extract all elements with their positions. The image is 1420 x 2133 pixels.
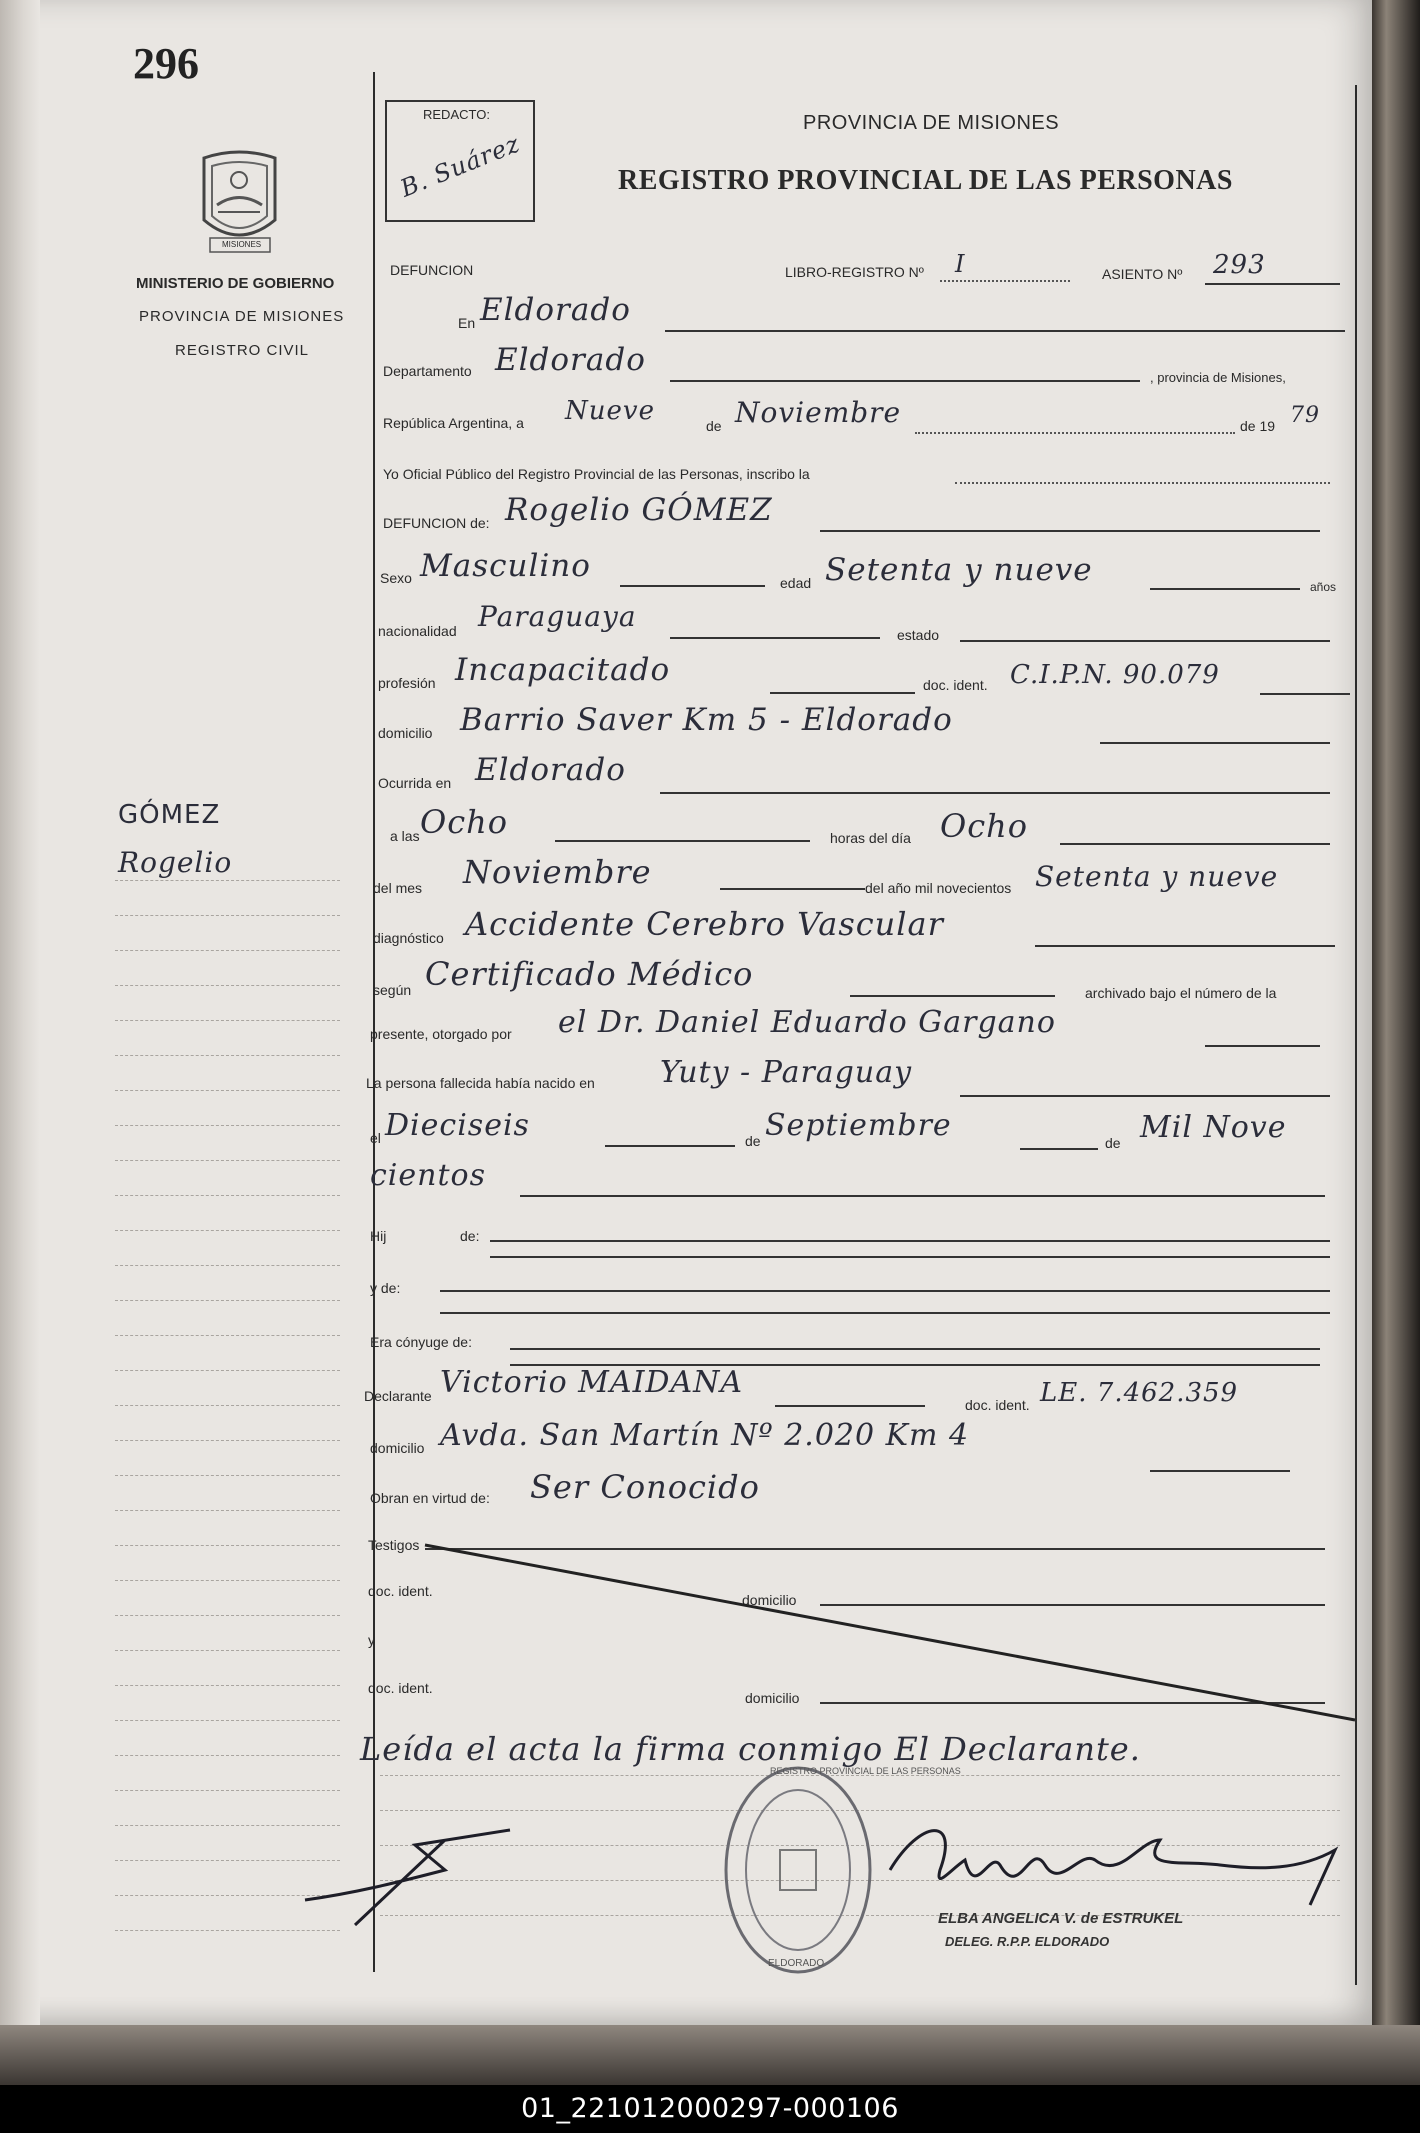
conyuge-line [510,1348,1320,1350]
mes-line [720,888,865,890]
decl-doc-value: LE. 7.462.359 [1040,1378,1239,1408]
hora-line [555,840,810,842]
dia-value: Ocho [940,807,1029,845]
segun-label: según [373,982,412,998]
page-number: 296 [133,39,199,88]
segun-line [850,995,1055,997]
hij-line-2 [490,1256,1330,1258]
diagnostico-value: Accidente Cerebro Vascular [465,905,944,943]
margin-note-name: Rogelio [118,846,233,879]
image-caption: 01_221012000297-000106 [0,2085,1420,2133]
horas-dia-label: horas del día [830,830,911,846]
year-value: 79 [1290,403,1320,428]
profesion-value: Incapacitado [455,652,671,688]
nacido-line [960,1095,1330,1097]
stamp-bottom-text: ELDORADO [768,1958,825,1969]
doc-ident-value: C.I.P.N. 90.079 [1010,660,1220,690]
defuncion-de-label: DEFUNCION de: [383,515,490,531]
redacto-box [385,100,535,222]
obran-value: Ser Conocido [530,1468,760,1506]
testigo-doc-label-1: doc. ident. [368,1583,433,1599]
nacionalidad-value: Paraguaya [478,600,637,633]
testigos-strike-through [420,1540,1360,1730]
de19-label: de 19 [1240,418,1276,434]
en-line [665,330,1345,332]
libro-value: I [955,250,966,278]
sexo-label: Sexo [380,570,412,586]
birth-month-line [1020,1148,1098,1150]
libro-label: LIBRO-REGISTRO Nº [785,264,924,280]
margin-note-surname: GÓMEZ [118,800,221,830]
nacido-value: Yuty - Paraguay [660,1055,913,1090]
departamento-value: Eldorado [495,342,646,378]
declarante-value: Victorio MAIDANA [440,1365,744,1400]
nacionalidad-label: nacionalidad [378,623,457,639]
testigo-doc-label-2: doc. ident. [368,1680,433,1696]
y-de-label: y de: [370,1280,401,1296]
provincia-suffix: , provincia de Misiones, [1150,370,1286,385]
decl-domicilio-line [1150,1470,1290,1472]
testigo-domicilio-label-2: domicilio [745,1690,800,1706]
anos-label: años [1310,580,1337,594]
declarant-signature [295,1825,545,1935]
de3-label: de [1105,1135,1121,1151]
official-title: DELEG. R.P.P. ELDORADO [945,1934,1110,1949]
birth-day: Dieciseis [385,1108,530,1143]
ocurrida-line [660,792,1330,794]
declarante-label: Declarante [364,1388,432,1404]
domicilio-label: domicilio [378,725,433,741]
y-de-line-2 [440,1312,1330,1314]
date-line [915,432,1235,434]
en-value: Eldorado [480,292,631,328]
header-title: REGISTRO PROVINCIAL DE LAS PERSONAS [618,165,1233,196]
departamento-label: Departamento [383,363,472,379]
redacto-name: B. Suárez [396,129,525,203]
birth-year-2: cientos [370,1158,486,1193]
hij-line [490,1240,1330,1242]
nacionalidad-line [670,637,880,639]
closing-text: Leída el acta la firma conmigo El Declarante. [360,1730,1141,1768]
presente-label: presente, otorgado por [370,1026,512,1042]
sexo-line [620,585,765,587]
testigos-label: Testigos [368,1537,420,1553]
dia-line [1060,843,1330,845]
a-las-label: a las [390,828,420,844]
decl-domicilio-label: domicilio [370,1440,425,1456]
decl-domicilio-value: Avda. San Martín Nº 2.020 Km 4 [440,1418,970,1453]
en-label: En [458,315,476,331]
obran-label: Obran en virtud de: [370,1490,490,1506]
left-province-label: PROVINCIA DE MISIONES [139,308,345,325]
book-bottom-edge [0,2025,1420,2085]
nacido-label: La persona fallecida había nacido en [366,1075,595,1091]
hij-label: Hij [370,1228,387,1244]
otorgado-value: el Dr. Daniel Eduardo Gargano [558,1005,1056,1040]
y-de-line [440,1290,1330,1292]
testigo-y-label: y [368,1632,375,1648]
edad-line [1150,588,1300,590]
official-signature [880,1810,1350,1920]
day-value: Nueve [565,396,655,426]
testigo-domicilio-label-1: domicilio [742,1592,797,1608]
ano-value: Setenta y nueve [1035,860,1279,893]
departamento-line [670,380,1140,382]
hora-value: Ocho [420,803,509,841]
deceased-name: Rogelio GÓMEZ [505,492,773,528]
deceased-line [820,530,1320,532]
ocurrida-label: Ocurrida en [378,775,452,791]
doc-ident-line [1260,693,1350,695]
asiento-label: ASIENTO Nº [1102,266,1183,282]
profesion-line [770,692,915,694]
stamp-ring-text: REGISTRO PROVINCIAL DE LAS PERSONAS [770,1766,961,1776]
official-stamp [718,1760,961,1980]
crest-caption: MISIONES [222,240,262,249]
provincial-crest-icon [192,150,287,260]
segun-value: Certificado Médico [425,955,754,993]
left-registry-label: REGISTRO CIVIL [175,342,310,359]
domicilio-line [1100,742,1330,744]
declarante-line [775,1405,925,1407]
otorgado-line [1205,1045,1320,1047]
sexo-value: Masculino [420,548,591,584]
de-label: de [706,418,722,434]
oficial-text: Yo Oficial Público del Registro Provincial de las Personas, inscribo la [383,466,810,482]
adjacent-page-edge [1372,0,1420,2133]
archivado-label: archivado bajo el número de la [1085,985,1277,1001]
libro-line [940,280,1070,282]
mes-value: Noviembre [463,853,652,891]
birth-year-1: Mil Nove [1140,1110,1287,1145]
profesion-label: profesión [378,675,436,691]
ocurrida-value: Eldorado [475,752,626,788]
decl-doc-label: doc. ident. [965,1397,1030,1413]
record-type-label: DEFUNCION [390,262,474,278]
header-province: PROVINCIA DE MISIONES [803,112,1060,134]
diagnostico-label: diagnóstico [373,930,444,946]
birth-year-line [520,1195,1325,1197]
birth-day-line [605,1145,735,1147]
hij-de-label: de: [460,1228,480,1244]
doc-ident-label: doc. ident. [923,677,988,693]
redacto-label: REDACTO: [423,107,490,122]
diagnostico-line [1035,945,1335,947]
edad-value: Setenta y nueve [825,552,1093,588]
el-label: el [370,1130,381,1146]
de2-label: de [745,1133,761,1149]
asiento-value: 293 [1213,250,1266,280]
page-stack-edge [0,0,40,2025]
asiento-line [1205,283,1340,285]
oficial-line [955,482,1330,484]
official-name: ELBA ANGELICA V. de ESTRUKEL [938,1910,1184,1927]
conyuge-label: Era cónyuge de: [370,1334,472,1350]
republica-label: República Argentina, a [383,415,524,431]
del-ano-label: del año mil novecientos [865,880,1012,896]
edad-label: edad [780,575,812,591]
del-mes-label: del mes [373,880,423,896]
month-value: Noviembre [735,396,902,429]
domicilio-value: Barrio Saver Km 5 - Eldorado [460,702,953,738]
estado-label: estado [897,627,940,643]
ministry-label: MINISTERIO DE GOBIERNO [136,275,335,292]
estado-line [960,640,1330,642]
birth-month: Septiembre [765,1108,952,1143]
